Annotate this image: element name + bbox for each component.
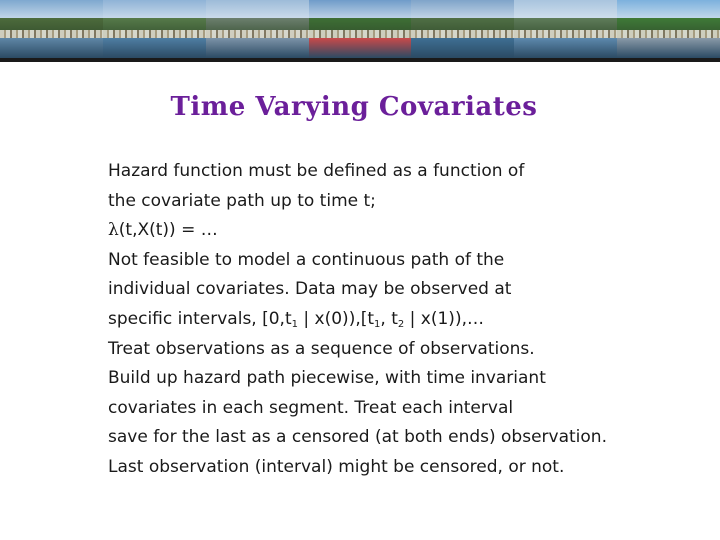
body-line: Last observation (interval) might be censored, or not.	[108, 456, 565, 477]
subscript: 1	[374, 318, 381, 330]
subscript: 1	[291, 318, 299, 330]
body-line: Not feasible to model a continuous path of the	[108, 249, 505, 270]
header-photo-banner	[0, 0, 720, 58]
body-line: Build up hazard path piecewise, with time invariant	[108, 368, 546, 389]
body-line: individual covariates. Data may be observed at	[108, 279, 512, 300]
banner-divider	[0, 58, 720, 62]
bay-aerial-photo	[411, 0, 514, 58]
lakefront-railing-photo	[206, 0, 309, 58]
body-line: Hazard function must be defined as a function of	[108, 161, 525, 181]
interval-text: specific intervals, [0,t	[108, 308, 292, 329]
castle-hillside-photo	[0, 0, 103, 58]
body-line	[108, 305, 708, 335]
body-line	[108, 216, 708, 246]
subscript: 2	[397, 318, 405, 330]
mountain-lake-photo	[514, 0, 617, 58]
body-line: Treat observations as a sequence of observations.	[108, 338, 535, 359]
hazard-expression: (t,X(t)) = …	[118, 220, 218, 241]
palm-promenade-photo	[617, 0, 720, 58]
body-line: save for the last as a censored (at both ends) observation.	[108, 427, 607, 448]
interval-text: , t	[380, 308, 398, 329]
body-line: the covariate path up to time t;	[108, 190, 376, 211]
body-line: covariates in each segment. Treat each interval	[108, 397, 514, 418]
slide-title: Time Varying Covariates	[170, 92, 538, 122]
interval-text: | x(1)),…	[404, 308, 484, 329]
lake-town-photo	[103, 0, 206, 58]
slide-body	[108, 157, 708, 483]
lambda-symbol: λ	[108, 220, 119, 241]
interval-text: | x(0)),[t	[298, 308, 375, 329]
garden-flowers-photo	[309, 0, 412, 58]
